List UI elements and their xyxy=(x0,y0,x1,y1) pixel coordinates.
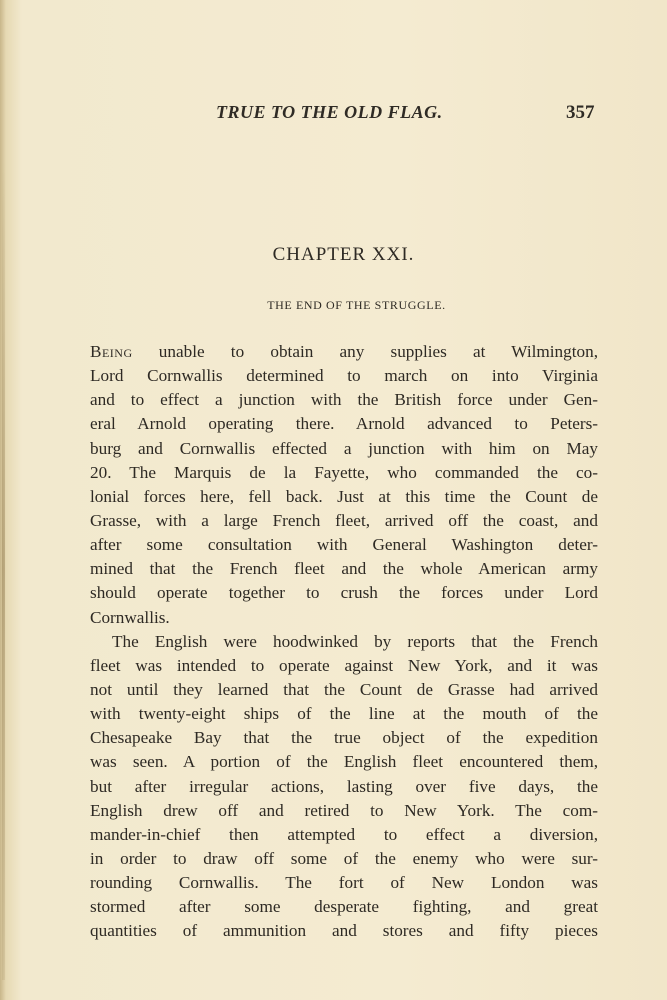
page-gutter-shadow xyxy=(2,160,5,980)
body-text xyxy=(90,340,598,944)
chapter-subtitle: THE END OF THE STRUGGLE. xyxy=(267,298,446,312)
text-line: and to effect a junction with the British force under Gen- xyxy=(90,390,598,410)
text-line: eral Arnold operating there. Arnold advanced to Peters- xyxy=(90,414,598,434)
text-line: quantities of ammunition and stores and fifty pieces xyxy=(90,921,598,941)
text-line: lonial forces here, fell back. Just at this time the Count de xyxy=(90,486,598,506)
text-line: Chesapeake Bay that the true object of the expedition xyxy=(90,728,598,748)
text-line: Grasse, with a large French fleet, arrived off the coast, and xyxy=(90,510,598,530)
text-line: Lord Cornwallis determined to march on into Virginia xyxy=(90,366,598,386)
text-line: 20. The Marquis de la Fayette, who commanded the co- xyxy=(90,462,598,482)
text-line: Being unable to obtain any supplies at Wilmington, xyxy=(90,342,598,361)
text-line: but after irregular actions, lasting over five days, the xyxy=(90,776,598,796)
running-head xyxy=(0,102,667,126)
drop-word: Being xyxy=(90,342,133,361)
text-line: should operate together to crush the forces under Lord xyxy=(90,583,598,603)
running-head-title: TRUE TO THE OLD FLAG. xyxy=(216,102,443,122)
text-line: rounding Cornwallis. The fort of New London was xyxy=(90,873,598,893)
text-line: after some consultation with General Washington deter- xyxy=(90,535,598,555)
page-number: 357 xyxy=(566,102,595,123)
text-line: mined that the French fleet and the whole American army xyxy=(90,559,598,579)
text-line: with twenty-eight ships of the line at the mouth of the xyxy=(90,704,598,724)
text-line: English drew off and retired to New York. The com- xyxy=(90,800,598,820)
text-line: stormed after some desperate fighting, and great xyxy=(90,897,598,917)
text-line: mander-in-chief then attempted to effect a diversion, xyxy=(90,824,598,844)
text-line: burg and Cornwallis effected a junction with him on May xyxy=(90,438,598,458)
text-line: in order to draw off some of the enemy who were sur- xyxy=(90,848,598,868)
text-line: The English were hoodwinked by reports that the French xyxy=(112,631,598,651)
text-line: not until they learned that the Count de Grasse had arrived xyxy=(90,679,598,699)
text-line: was seen. A portion of the English fleet encountered them, xyxy=(90,752,598,772)
chapter-title: CHAPTER XXI. xyxy=(272,244,415,265)
text-line: Cornwallis. xyxy=(90,607,170,627)
text-line: fleet was intended to operate against New York, and it was xyxy=(90,655,598,675)
